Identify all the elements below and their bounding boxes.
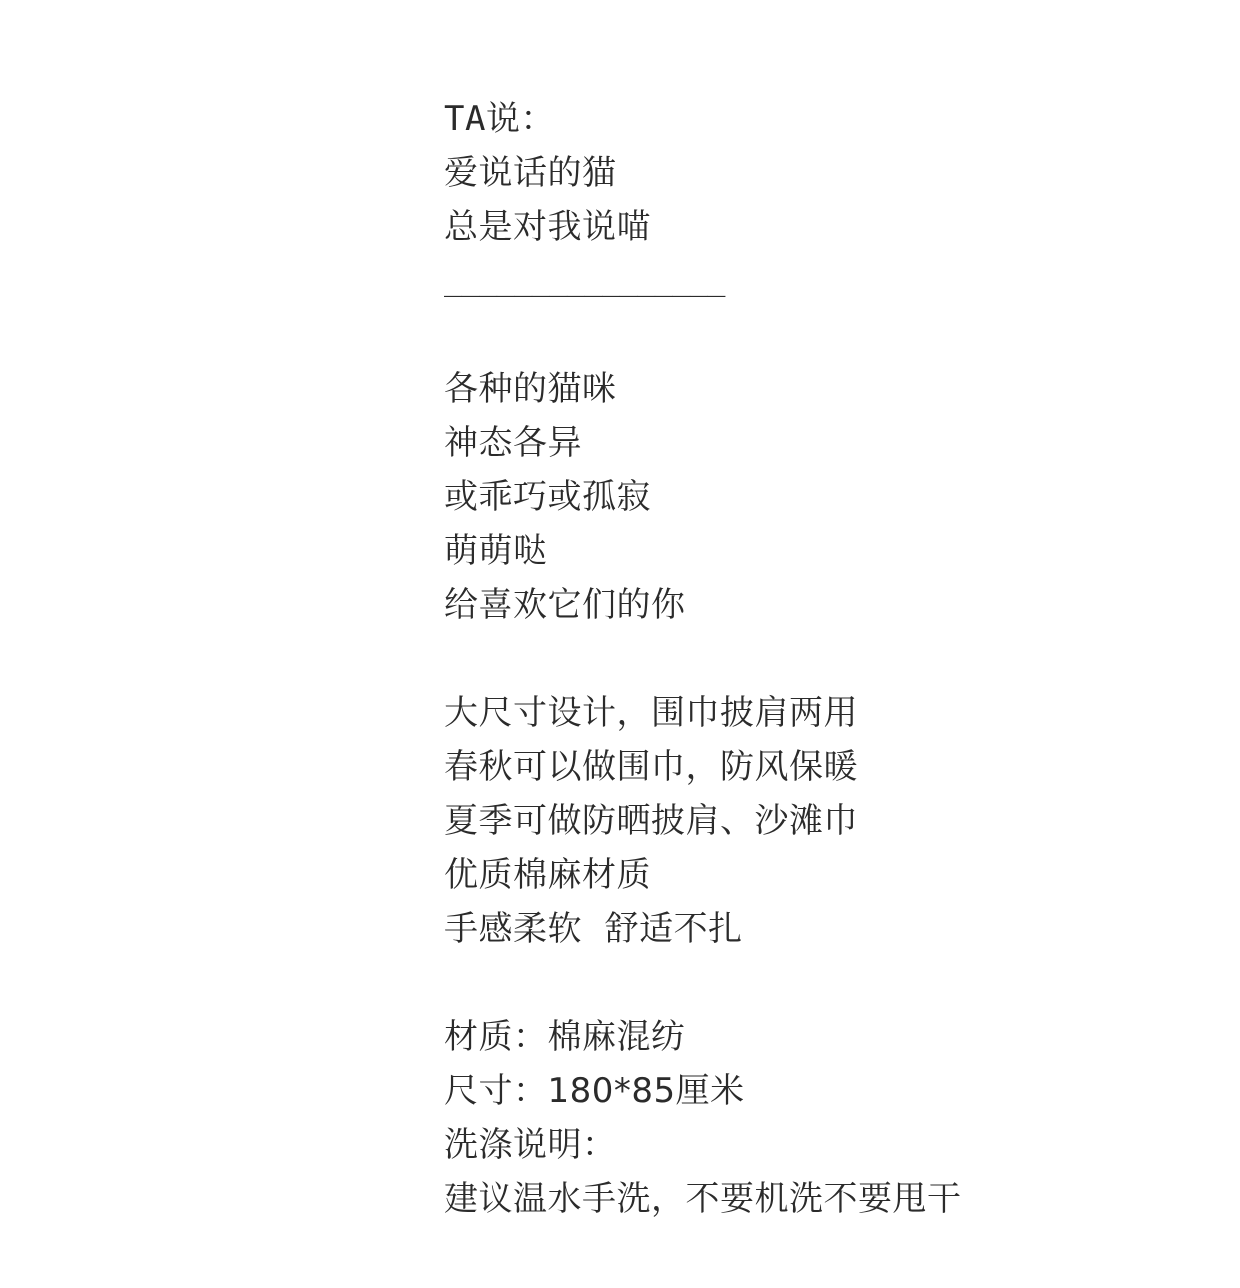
poem-line: 萌萌哒 [444, 531, 548, 571]
intro-line: 爱说话的猫 [444, 153, 617, 193]
spec-material: 材质：棉麻混纺 [444, 1017, 686, 1057]
features-section [444, 686, 1204, 956]
intro-line: 总是对我说喵 [444, 207, 651, 247]
feature-line: 夏季可做防晒披肩、沙滩巾 [444, 801, 858, 841]
spec-washing-heading: 洗涤说明： [444, 1125, 617, 1165]
feature-line: 春秋可以做围巾，防风保暖 [444, 747, 858, 787]
feature-line: 大尺寸设计，围巾披肩两用 [444, 693, 858, 733]
poem-line: 神态各异 [444, 423, 582, 463]
spec-size: 尺寸：180*85厘米 [444, 1071, 745, 1111]
divider-line: ________________ [444, 263, 725, 298]
feature-line: 手感柔软 舒适不扎 [444, 909, 743, 949]
spacer [444, 956, 1204, 1010]
specs-section [444, 1010, 1204, 1226]
poem-line: 给喜欢它们的你 [444, 585, 686, 625]
poem-section [444, 362, 1204, 632]
poem-line: 各种的猫咪 [444, 369, 617, 409]
spec-washing-instructions: 建议温水手洗，不要机洗不要甩干 [444, 1179, 962, 1219]
spacer [444, 632, 1204, 686]
feature-line: 优质棉麻材质 [444, 855, 651, 895]
intro-heading: TA说： [444, 99, 555, 139]
spacer [444, 308, 1204, 362]
intro-section [444, 92, 1204, 308]
product-description [444, 92, 1204, 1226]
poem-line: 或乖巧或孤寂 [444, 477, 651, 517]
